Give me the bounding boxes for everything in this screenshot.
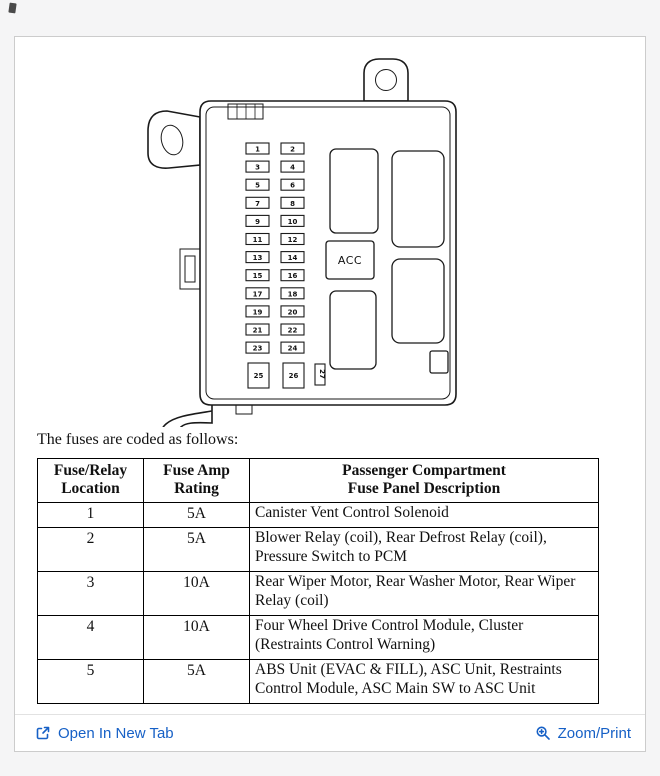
fuse-table-body [38, 502, 599, 703]
fuse-number: 11 [252, 236, 263, 244]
fuse-number: 27 [318, 369, 326, 379]
table-row [38, 528, 599, 572]
cell-description: Canister Vent Control Solenoid [250, 502, 599, 528]
content-card [14, 36, 646, 752]
fuse-number: 9 [255, 217, 260, 226]
cell-location: 3 [38, 572, 144, 616]
fuse-number: 5 [255, 181, 260, 190]
cell-description: ABS Unit (EVAC & FILL), ASC Unit, Restraints Control Module, ASC Main SW to ASC Unit [250, 659, 599, 703]
col-header-location: Fuse/Relay Location [38, 459, 144, 503]
cell-location: 5 [38, 659, 144, 703]
intro-text: The fuses are coded as follows: [37, 431, 239, 448]
open-in-new-tab-link[interactable] [35, 725, 174, 742]
cell-rating: 10A [144, 572, 250, 616]
fuse-number: 22 [287, 326, 298, 335]
mounting-tab-top [364, 59, 408, 101]
fuse-number: 7 [255, 199, 260, 208]
table-row [38, 572, 599, 616]
cell-rating: 10A [144, 616, 250, 660]
zoom-icon [535, 725, 551, 741]
relay-box [330, 291, 376, 369]
open-in-new-tab-label: Open In New Tab [58, 724, 174, 742]
fuse-number: 6 [290, 181, 295, 190]
zoom-print-link[interactable] [535, 725, 631, 742]
fuse-number: 17 [252, 290, 263, 299]
fuse-number: 25 [253, 372, 264, 380]
cell-location: 4 [38, 616, 144, 660]
open-in-new-tab-icon [35, 725, 51, 741]
cell-rating: 5A [144, 502, 250, 528]
col-header-description: Passenger Compartment Fuse Panel Description [250, 459, 599, 503]
acc-label: ACC [337, 254, 363, 267]
mounting-hook [161, 405, 212, 427]
fuse-number: 4 [290, 163, 295, 172]
fuse-number: 12 [287, 236, 298, 244]
fuse-number: 24 [287, 344, 298, 353]
cell-location: 1 [38, 502, 144, 528]
fuse-number: 15 [252, 272, 263, 281]
fuse-number: 23 [252, 344, 263, 353]
page-corner-artifact [8, 3, 16, 14]
cell-description: Blower Relay (coil), Rear Defrost Relay (coil), Pressure Switch to PCM [250, 528, 599, 572]
acc-box [326, 241, 374, 279]
relay-box [430, 351, 448, 373]
connector-left [180, 249, 200, 289]
fuse-number: 2 [290, 145, 295, 154]
fuse-number: 20 [287, 308, 298, 317]
fuse-number: 10 [287, 217, 298, 226]
fuse-number: 21 [252, 326, 263, 335]
fuse-number: 16 [287, 272, 298, 281]
table-header-row [38, 459, 599, 503]
fuse-number: 8 [290, 199, 295, 208]
viewer-toolbar [15, 714, 645, 751]
table-row [38, 502, 599, 528]
cell-rating: 5A [144, 659, 250, 703]
table-row [38, 659, 599, 703]
cell-description: Four Wheel Drive Control Module, Cluster (Restraints Control Warning) [250, 616, 599, 660]
fuse-number: 13 [252, 254, 263, 263]
fuse-number: 1 [255, 145, 260, 154]
col-header-rating: Fuse Amp Rating [144, 459, 250, 503]
relay-box [330, 149, 378, 233]
fuse-number: 19 [252, 308, 263, 317]
mounting-tab-left [148, 111, 200, 168]
cell-location: 2 [38, 528, 144, 572]
fuse-number: 3 [255, 163, 260, 172]
cell-description: Rear Wiper Motor, Rear Washer Motor, Rear Wiper Relay (coil) [250, 572, 599, 616]
zoom-print-label: Zoom/Print [557, 724, 631, 742]
fuse-number: 14 [287, 254, 298, 263]
fuse-box-diagram [15, 37, 645, 427]
cell-rating: 5A [144, 528, 250, 572]
fuse-number: 26 [288, 372, 299, 380]
table-row [38, 616, 599, 660]
diagram-area [15, 37, 645, 427]
fuse-table [37, 458, 599, 704]
relay-box [392, 259, 444, 343]
relay-box [392, 151, 444, 247]
fuse-number: 18 [287, 290, 298, 299]
